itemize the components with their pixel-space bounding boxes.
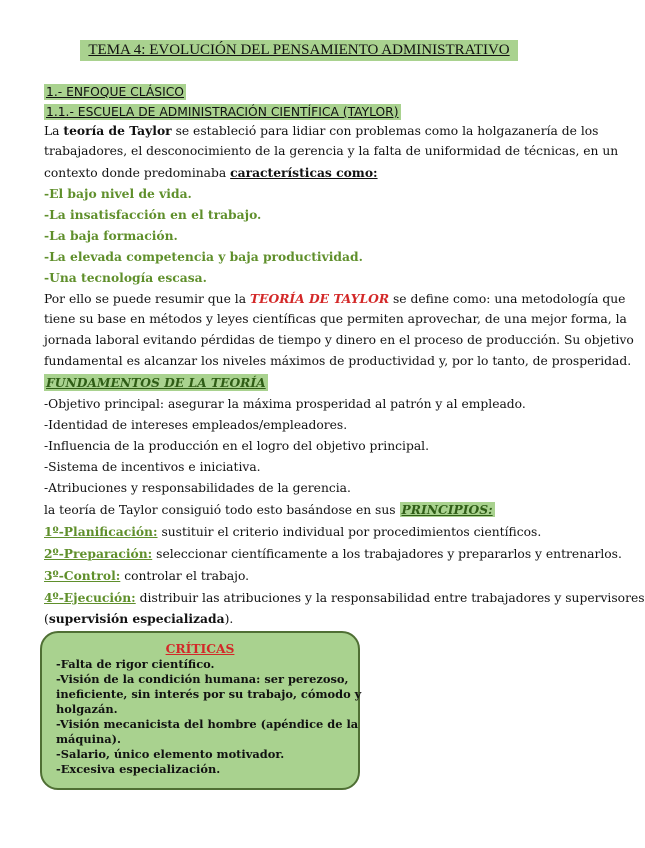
teoria-taylor-highlight: TEORÍA DE TAYLOR [249, 291, 390, 306]
supervision-especializada: supervisión especializada [48, 611, 225, 626]
critica-line: holgazán. [56, 702, 118, 716]
intro-text: contexto donde predominaba [44, 166, 231, 180]
fundamentos-heading: FUNDAMENTOS DE LA TEORÍA [46, 375, 266, 390]
intro-line-2: trabajadores, el desconocimiento de la gerencia y la falta de uniformidad de técnicas, en un [44, 144, 619, 158]
principio-label: 3º-Control: [44, 568, 121, 583]
definicion-text: Por ello se puede resumir que la [44, 292, 250, 306]
fundamento-item: -Identidad de intereses empleados/empleadores. [44, 418, 348, 432]
critica-line: -Visión mecanicista del hombre (apéndice de la [56, 717, 359, 731]
fundamento-item: -Influencia de la producción en el logro del objetivo principal. [44, 439, 430, 453]
critica-line: -Falta de rigor científico. [56, 657, 215, 671]
critica-line: ineficiente, sin interés por su trabajo, cómodo y [56, 687, 362, 701]
section-heading: 1.- ENFOQUE CLÁSICO [46, 85, 184, 99]
critica-line: -Salario, único elemento motivador. [56, 747, 285, 761]
caracteristica-item: -El bajo nivel de vida. [44, 186, 192, 201]
caracteristica-item: -Una tecnología escasa. [44, 270, 207, 285]
principio-label: 1º-Planificación: [44, 524, 158, 539]
intro-bold-underlined: características como: [230, 165, 378, 180]
principios-intro [44, 501, 564, 519]
intro-text: La [44, 124, 64, 138]
intro-line-1 [44, 122, 599, 140]
principio-text: controlar el trabajo. [120, 569, 250, 583]
definicion-line-1 [44, 290, 626, 308]
principio-text: sustituir el criterio individual por procedimientos científicos. [157, 525, 542, 539]
principio-label: 2º-Preparación: [44, 546, 153, 561]
principio-text: seleccionar científicamente a los trabajadores y prepararlos y entrenarlos. [152, 547, 622, 561]
definicion-line-4: fundamental es alcanzar los niveles máximos de productividad y, por lo tanto, de prosperidad. [44, 354, 632, 368]
definicion-line-2: tiene su base en métodos y leyes científicas que permiten aprovechar, de una mejor forma, la [44, 312, 627, 326]
paren-open: ( [44, 612, 49, 626]
intro-line-3 [44, 164, 564, 182]
principio-text: distribuir las atribuciones y la responsabilidad entre trabajadores y supervisores [135, 591, 645, 605]
principio-item [44, 589, 645, 607]
principios-intro-text: la teoría de Taylor consiguió todo esto basándose en sus [44, 503, 400, 517]
intro-text: se estableció para lidiar con problemas como la holgazanería de los [171, 124, 599, 138]
criticas-box [40, 631, 360, 790]
definicion-text: se define como: una metodología que [389, 292, 626, 306]
intro-bold-term: teoría de Taylor [63, 123, 172, 138]
principio-item [44, 523, 564, 541]
caracteristica-item: -La elevada competencia y baja productividad. [44, 249, 363, 264]
definicion-line-3: jornada laboral evitando pérdidas de tiempo y dinero en el proceso de producción. Su objetivo [44, 333, 634, 347]
critica-line: -Excesiva especialización. [56, 762, 221, 776]
fundamentos-heading-row [44, 374, 564, 392]
fundamento-item: -Atribuciones y responsabilidades de la gerencia. [44, 481, 351, 495]
caracteristica-item: -La baja formación. [44, 228, 178, 243]
principio-label: 4º-Ejecución: [44, 590, 136, 605]
caracteristica-item: -La insatisfacción en el trabajo. [44, 207, 262, 222]
critica-line: máquina). [56, 732, 122, 746]
fundamento-item: -Objetivo principal: asegurar la máxima prosperidad al patrón y al empleado. [44, 397, 526, 411]
principios-highlight: PRINCIPIOS: [401, 502, 493, 517]
principio-item [44, 545, 622, 563]
critica-line: -Visión de la condición humana: ser perezoso, [56, 672, 349, 686]
principio-item [44, 567, 564, 585]
criticas-title: CRÍTICAS [165, 641, 235, 656]
fundamento-item: -Sistema de incentivos e iniciativa. [44, 460, 261, 474]
page-title: TEMA 4: EVOLUCIÓN DEL PENSAMIENTO ADMINISTRATIVO [80, 40, 518, 61]
paren-close: ). [224, 612, 234, 626]
subsection-heading: 1.1.- ESCUELA DE ADMINISTRACIÓN CIENTÍFICA (TAYLOR) [46, 105, 399, 119]
principio-4-continuation [44, 610, 564, 628]
